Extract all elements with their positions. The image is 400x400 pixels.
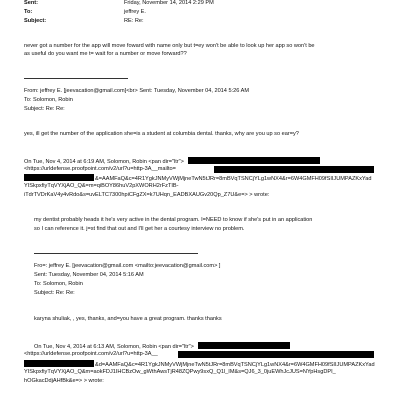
reply1-subject: Subject: Re: Re: (24, 106, 65, 112)
quote2-line2: <https://urldefense.proofpoint.com/v2/url?u=http-3A__ (24, 351, 158, 357)
quote2-line5: hOGkacDdjAHfBk&e=> > wrote: (24, 378, 104, 384)
quote1-line5: iTdrTVDrKaV4y4vRdo&s=uvELTC7300hpiCFgZX=k7UHqn_EADBXAUGv20Qp_Z7U&e=> > wrote: (24, 192, 270, 198)
redaction-box (24, 174, 94, 181)
message1-line2: as useful do you want me t= wait for a number or move forward?? (24, 51, 187, 57)
subject-value: RE: Re: (124, 18, 144, 24)
quote1-body2: so I can reference it. j=st find that out and I'll get her a courtesy interview no problem. (34, 226, 245, 232)
quote1-body1: my dentist probably heads it he's very active in the dental program. I=NEED to know if she's put in an application (34, 217, 313, 223)
reply1-body: yes, ill get the number of the application she=is a student at columbia dental. thanks, why are you up so ear=y? (24, 131, 299, 137)
separator-rule (24, 78, 128, 79)
quote1-line2: <https://urldefense.proofpoint.com/v2/url?u=http-3A__mailto= (24, 166, 176, 172)
reply2-subject: Subject: Re: Re: (34, 290, 75, 296)
redaction-box (188, 157, 320, 164)
quote2-line3: &d=AAMFaQ&c=4R1YgkJNMyVWjMjneTwN5tJRr=8mBVqTSNCjYLg1wNX4&r=6W4GMFH09fSIIJUMPAZKxYad (24, 360, 375, 369)
reply2-sent: Sent: Tuesday, November 04, 2014 5:16 AM (34, 272, 144, 278)
quote1-line3: &=AAMFaQ&c=4R1YgkJNMyVWjMjneTwN5tJRr=8mBVqTSNCjYLg1wNX4&r=6W4GMFH09fSIIJUMPAZKxYad (24, 174, 371, 183)
reply2-to: To: Solomon, Robin (34, 281, 83, 287)
to-label: To: (24, 9, 33, 15)
message1-line1: never got a number for the app will move foward with name only but t=ey won't be able to look up her app so won't be (24, 43, 315, 49)
redaction-box (24, 360, 94, 367)
redaction-box (178, 351, 374, 358)
sent-label: Sent: (24, 0, 38, 6)
to-value: jeffrey E. (124, 9, 146, 15)
separator-rule (34, 253, 198, 254)
reply2-body: karyna shuliak, , yes, thanks, and=you have a great program. thanks thanks (34, 316, 222, 322)
reply1-from: From: jeffrey E. [jeevacation@gmail.com]<br> Sent: Tuesday, November 04, 2014 5:26 AM (24, 88, 249, 94)
reply2-from: Fro=: jeffrey E. [jeevacation@gmail.com <mailto:jeevacation@gmail.com> ] (34, 263, 221, 269)
subject-label: Subject: (24, 18, 47, 24)
sent-value: Friday, November 14, 2014 2:29 PM (124, 0, 214, 6)
quote2-line4: YISkpxfiyTqVYXjAO_Q&m=aokFDJ1IHCBzOw_gWthAwsTjR48ZQPwy9sxQ_Q1l_IM&s=QJ6_3_0juEWhJcJUS=NYpHsgDPI_ (24, 369, 336, 375)
quote2-line1: On Tue, Nov 4, 2014 at 6:13 AM, Solomon, Robin <pan dir="ltr"> (34, 342, 290, 351)
redaction-box (214, 166, 374, 173)
redaction-box (198, 342, 290, 349)
reply1-to: To: Solomon, Robin (24, 97, 73, 103)
quote1-line4: YISkpxfiyTqVYXjAO_Q&=m=qiBOY86huV2pXWORH2rFzTIB- (24, 183, 179, 189)
quote1-line1: On Tue, Nov 4, 2014 at 6:19 AM, Solomon, Robin <pan dir="ltr"> (24, 157, 320, 166)
